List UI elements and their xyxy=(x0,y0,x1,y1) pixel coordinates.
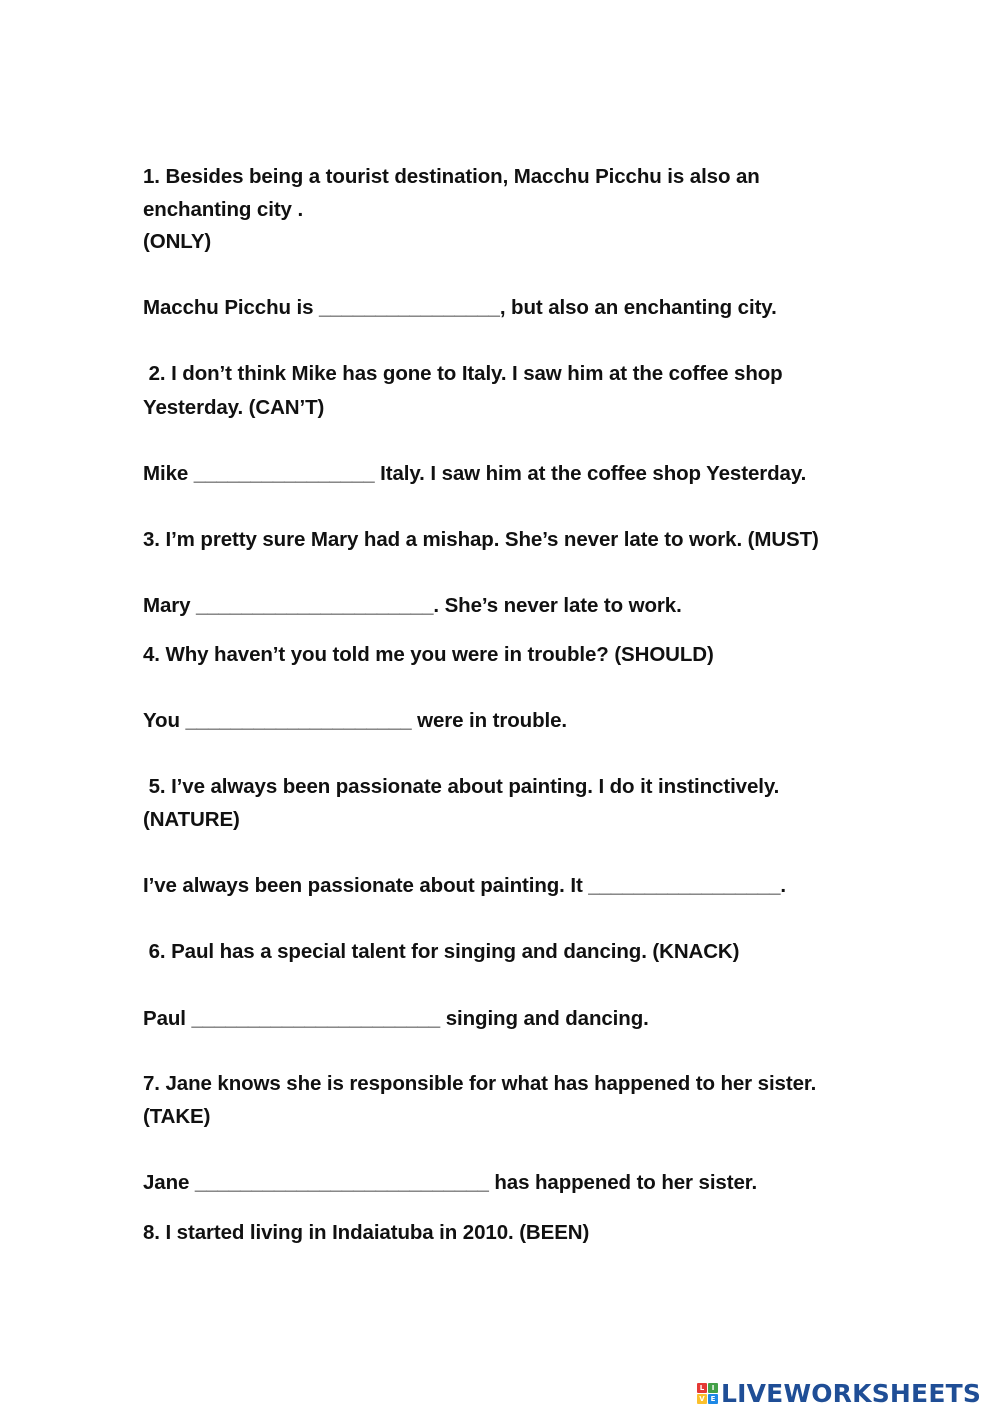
exercise-3-prompt: 3. I’m pretty sure Mary had a mishap. She’s never late to work. (MUST) xyxy=(143,528,819,551)
exercise-1-prompt-line-1: 1. Besides being a tourist destination, Macchu Picchu is also an xyxy=(143,165,760,188)
exercise-7-keyword: (TAKE) xyxy=(143,1105,211,1128)
exercise-8-prompt: 8. I started living in Indaiatuba in 2010. (BEEN) xyxy=(143,1221,590,1244)
exercise-4-prompt: 4. Why haven’t you told me you were in trouble? (SHOULD) xyxy=(143,643,714,666)
logo-tile-i: I xyxy=(708,1383,718,1393)
exercise-5-answer-sentence: I’ve always been passionate about painting. It _________________. xyxy=(143,874,786,897)
exercise-2-prompt-line-2: Yesterday. (CAN’T) xyxy=(143,396,325,419)
exercise-6-answer-sentence: Paul ______________________ singing and dancing. xyxy=(143,1007,649,1030)
liveworksheets-brand[interactable] xyxy=(697,1378,981,1408)
exercise-2-prompt-line-1: 2. I don’t think Mike has gone to Italy. I saw him at the coffee shop xyxy=(143,362,783,385)
exercise-5-keyword: (NATURE) xyxy=(143,808,240,831)
exercise-1-keyword: (ONLY) xyxy=(143,230,212,253)
exercise-1-answer-sentence: Macchu Picchu is ________________, but also an enchanting city. xyxy=(143,296,777,319)
brand-name: LIVEWORKSHEETS xyxy=(721,1378,982,1408)
exercise-6-prompt: 6. Paul has a special talent for singing and dancing. (KNACK) xyxy=(143,940,740,963)
liveworksheets-logo-icon xyxy=(697,1383,718,1404)
exercise-5-prompt-line-1: 5. I’ve always been passionate about painting. I do it instinctively. xyxy=(143,775,780,798)
exercise-7-prompt-line-1: 7. Jane knows she is responsible for what has happened to her sister. xyxy=(143,1072,817,1095)
logo-tile-l: L xyxy=(697,1383,707,1393)
exercise-4-answer-sentence: You ____________________ were in trouble. xyxy=(143,709,568,732)
exercise-7-answer-sentence: Jane __________________________ has happened to her sister. xyxy=(143,1171,758,1194)
exercise-3-answer-sentence: Mary _____________________. She’s never late to work. xyxy=(143,594,682,617)
logo-tile-e: E xyxy=(708,1394,718,1404)
logo-tile-v: V xyxy=(697,1394,707,1404)
exercise-1-prompt-line-2: enchanting city . xyxy=(143,198,304,221)
exercise-2-answer-sentence: Mike ________________ Italy. I saw him at the coffee shop Yesterday. xyxy=(143,462,807,485)
